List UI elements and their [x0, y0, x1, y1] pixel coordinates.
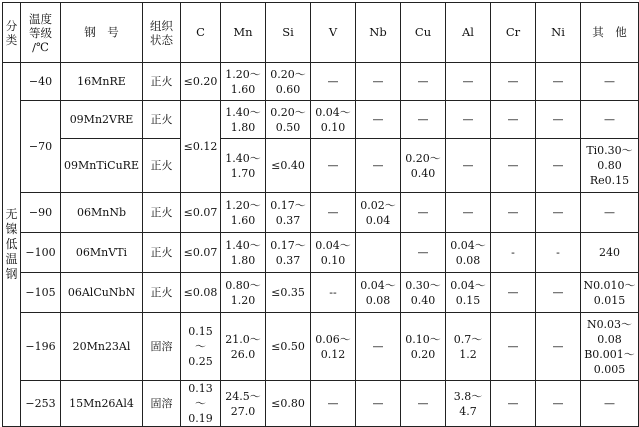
mn-cell: [221, 101, 266, 139]
value: 1.40～: [225, 151, 261, 165]
header-state: [143, 3, 181, 63]
al-cell: [446, 273, 491, 313]
value: 1.20～: [225, 67, 261, 81]
value: —: [417, 397, 429, 410]
value: 0.02～: [360, 198, 396, 212]
al-cell: [446, 139, 491, 193]
grade-cell: 09MnTiCuRE: [61, 139, 143, 193]
ni-cell: [536, 193, 581, 233]
value: —: [604, 75, 615, 88]
cu-cell: [401, 313, 446, 381]
value: —: [372, 397, 384, 410]
v-cell: [311, 63, 356, 101]
value: 0.08: [365, 293, 391, 307]
value: Ti0.30～: [586, 144, 633, 157]
value: 0.50: [275, 120, 301, 134]
ni-cell: [536, 233, 581, 273]
value: —: [507, 159, 519, 172]
value: 0.20～: [405, 151, 441, 165]
value: —: [507, 75, 519, 88]
header-v: V: [311, 3, 356, 63]
value: 0.005: [593, 362, 626, 376]
header-category: 分类: [3, 3, 21, 63]
header-si: Si: [266, 3, 311, 63]
state-cell: 固溶: [143, 381, 181, 427]
c-cell: [181, 381, 221, 427]
value: 0.17～: [270, 198, 306, 212]
nb-cell: [356, 273, 401, 313]
ni-cell: [536, 139, 581, 193]
value: —: [552, 340, 564, 353]
value: 0.80～: [225, 278, 261, 292]
state-cell: 正火: [143, 273, 181, 313]
al-cell: [446, 193, 491, 233]
si-cell: [266, 233, 311, 273]
value: N0.010～: [583, 278, 636, 292]
value: 0.04～: [315, 238, 351, 252]
header-c: C: [181, 3, 221, 63]
value: 1.2: [459, 347, 477, 361]
header-cr: Cr: [491, 3, 536, 63]
value: 0.15: [455, 293, 481, 307]
value: —: [507, 397, 519, 410]
value: 0.15～: [188, 325, 213, 353]
state-cell: 固溶: [143, 313, 181, 381]
nb-cell: [356, 381, 401, 427]
value: 0.04～: [360, 278, 396, 292]
value: —: [507, 286, 519, 299]
mn-cell: [221, 313, 266, 381]
ni-cell: [536, 101, 581, 139]
cr-cell: [491, 273, 536, 313]
value: 0.13～: [188, 382, 213, 410]
al-cell: [446, 233, 491, 273]
header-temp-line: /℃: [32, 39, 49, 54]
other-cell: [581, 273, 639, 313]
header-state-line: 组织: [150, 18, 173, 33]
grade-cell: 16MnRE: [61, 63, 143, 101]
value: 0.08: [455, 253, 481, 267]
value: —: [552, 75, 564, 88]
v-cell: [311, 139, 356, 193]
grade-cell: 20Mn23Al: [61, 313, 143, 381]
si-cell: [266, 381, 311, 427]
cr-cell: [491, 233, 536, 273]
value: —: [327, 206, 339, 219]
value: ≤0.35: [271, 286, 305, 299]
nb-cell: [356, 139, 401, 193]
value: 0.80: [597, 159, 622, 172]
ni-cell: [536, 313, 581, 381]
table-row: [3, 63, 639, 101]
table-row: [3, 233, 639, 273]
mn-cell: [221, 139, 266, 193]
value: —: [372, 340, 384, 353]
al-cell: [446, 313, 491, 381]
value: —: [417, 206, 429, 219]
value: --: [329, 286, 337, 299]
value: 24.5～: [225, 389, 261, 403]
value: —: [604, 397, 615, 410]
ni-cell: [536, 273, 581, 313]
temp-cell: −70: [21, 101, 61, 193]
c-cell: [181, 193, 221, 233]
header-grade: 钢 号: [61, 3, 143, 63]
value: 1.80: [230, 120, 256, 134]
category-char: 低: [5, 237, 18, 251]
value: -: [556, 246, 560, 259]
ni-cell: [536, 63, 581, 101]
temp-cell: −253: [21, 381, 61, 427]
temp-cell: −100: [21, 233, 61, 273]
other-cell: [581, 381, 639, 427]
value: 0.20～: [270, 105, 306, 119]
value: 0.60: [275, 82, 301, 96]
value: ≤0.50: [271, 340, 305, 353]
temp-cell: −105: [21, 273, 61, 313]
value: 0.015: [593, 293, 626, 307]
c-cell: [181, 63, 221, 101]
v-cell: [311, 313, 356, 381]
v-cell: [311, 233, 356, 273]
value: 0.10: [320, 253, 346, 267]
state-cell: 正火: [143, 63, 181, 101]
value: 0.04～: [450, 238, 486, 252]
header-row: [3, 3, 639, 63]
si-cell: [266, 313, 311, 381]
value: —: [327, 75, 339, 88]
value: —: [372, 113, 384, 126]
value: —: [552, 159, 564, 172]
value: —: [327, 159, 339, 172]
grade-cell: 09Mn2VRE: [61, 101, 143, 139]
value: 0.37: [275, 253, 301, 267]
value: —: [417, 246, 429, 259]
grade-cell: 06AlCuNbN: [61, 273, 143, 313]
value: 27.0: [230, 404, 256, 418]
si-cell: [266, 193, 311, 233]
nb-cell: [356, 313, 401, 381]
grade-cell: 15Mn26Al4: [61, 381, 143, 427]
grade-cell: 06MnVTi: [61, 233, 143, 273]
value: 0.37: [275, 213, 301, 227]
cu-cell: [401, 63, 446, 101]
value: 0.04: [365, 213, 391, 227]
value: 0.20～: [270, 67, 306, 81]
cu-cell: [401, 139, 446, 193]
header-al: Al: [446, 3, 491, 63]
v-cell: [311, 273, 356, 313]
header-nb: Nb: [356, 3, 401, 63]
cr-cell: [491, 63, 536, 101]
cu-cell: [401, 273, 446, 313]
cu-cell: [401, 101, 446, 139]
cr-cell: [491, 193, 536, 233]
c-cell: [181, 273, 221, 313]
value: 0.04～: [450, 278, 486, 292]
value: —: [507, 206, 519, 219]
value: 0.19: [188, 412, 213, 425]
al-cell: [446, 101, 491, 139]
value: 0.10～: [405, 332, 441, 346]
value: —: [372, 159, 384, 172]
value: 0.40: [410, 166, 436, 180]
other-cell: [581, 63, 639, 101]
mn-cell: [221, 193, 266, 233]
cu-cell: [401, 193, 446, 233]
table-row: [3, 273, 639, 313]
header-temp: [21, 3, 61, 63]
nb-cell: [356, 101, 401, 139]
mn-cell: [221, 233, 266, 273]
value: —: [552, 397, 564, 410]
value: 4.7: [459, 404, 477, 418]
header-cu: Cu: [401, 3, 446, 63]
c-cell: [181, 233, 221, 273]
value: 0.10: [320, 120, 346, 134]
cr-cell: [491, 313, 536, 381]
grade-cell: 06MnNb: [61, 193, 143, 233]
table-row: [3, 193, 639, 233]
value: 1.80: [230, 253, 256, 267]
value: 0.40: [410, 293, 436, 307]
header-ni: Ni: [536, 3, 581, 63]
value: 0.7～: [453, 332, 483, 346]
value: 0.04～: [315, 105, 351, 119]
v-cell: [311, 381, 356, 427]
c-cell: [181, 313, 221, 381]
value: —: [507, 113, 519, 126]
c-cell: [181, 101, 221, 193]
value: -: [511, 246, 515, 259]
category-char: 无: [5, 207, 18, 221]
value: ≤0.40: [271, 159, 305, 172]
other-cell: [581, 313, 639, 381]
value: 0.20: [410, 347, 436, 361]
v-cell: [311, 101, 356, 139]
value: 0.12: [320, 347, 346, 361]
temp-cell: −40: [21, 63, 61, 101]
mn-cell: [221, 381, 266, 427]
cu-cell: [401, 233, 446, 273]
value: ≤0.07: [183, 206, 218, 219]
value: —: [552, 286, 564, 299]
value: —: [462, 206, 474, 219]
table-row: [3, 313, 639, 381]
value: —: [604, 206, 615, 219]
mn-cell: [221, 273, 266, 313]
cr-cell: [491, 381, 536, 427]
table-row: [3, 381, 639, 427]
cu-cell: [401, 381, 446, 427]
value: —: [462, 113, 474, 126]
value: ≤0.08: [183, 286, 218, 299]
nb-cell: [356, 233, 401, 273]
si-cell: [266, 101, 311, 139]
value: 240: [599, 246, 620, 259]
cr-cell: [491, 101, 536, 139]
other-cell: [581, 233, 639, 273]
nb-cell: [356, 63, 401, 101]
value: —: [604, 113, 615, 126]
value: —: [327, 397, 339, 410]
value: 21.0～: [225, 332, 261, 346]
state-cell: 正火: [143, 233, 181, 273]
value: —: [552, 113, 564, 126]
value: 1.20: [230, 293, 256, 307]
temp-cell: −196: [21, 313, 61, 381]
category-char: 镍: [5, 222, 18, 236]
other-cell: [581, 193, 639, 233]
cr-cell: [491, 139, 536, 193]
category-char: 钢: [5, 267, 18, 281]
al-cell: [446, 381, 491, 427]
value: —: [417, 113, 429, 126]
si-cell: [266, 273, 311, 313]
si-cell: [266, 139, 311, 193]
ni-cell: [536, 381, 581, 427]
category-cell: [3, 63, 21, 427]
value: 0.06～: [315, 332, 351, 346]
value: ≤0.80: [271, 397, 305, 410]
state-cell: 正火: [143, 193, 181, 233]
value: —: [462, 159, 474, 172]
category-char: 温: [5, 252, 18, 266]
value: N0.03～: [586, 317, 633, 331]
mn-cell: [221, 63, 266, 101]
value: 0.08: [597, 332, 622, 346]
value: ≤0.07: [183, 246, 218, 259]
other-cell: [581, 101, 639, 139]
value: Re0.15: [589, 174, 630, 187]
header-state-line: 状态: [150, 32, 173, 47]
value: 1.60: [230, 82, 256, 96]
value: 0.17～: [270, 238, 306, 252]
value: —: [417, 75, 429, 88]
value: —: [552, 206, 564, 219]
table-row: [3, 139, 639, 193]
value: 0.30～: [405, 278, 441, 292]
header-temp-line: 等级: [29, 25, 52, 40]
value: ≤0.20: [183, 75, 218, 88]
value: 1.40～: [225, 238, 261, 252]
value: 1.40～: [225, 105, 261, 119]
value: —: [372, 75, 384, 88]
value: 1.70: [230, 166, 256, 180]
header-temp-line: 温度: [29, 11, 52, 26]
si-cell: [266, 63, 311, 101]
value: 3.8～: [453, 389, 483, 403]
value: 1.60: [230, 213, 256, 227]
value: 1.20～: [225, 198, 261, 212]
al-cell: [446, 63, 491, 101]
value: ≤0.12: [183, 140, 218, 153]
value: 0.25: [188, 355, 213, 368]
table-row: [3, 101, 639, 139]
value: 26.0: [230, 347, 256, 361]
header-mn: Mn: [221, 3, 266, 63]
nb-cell: [356, 193, 401, 233]
other-cell: [581, 139, 639, 193]
value: —: [462, 75, 474, 88]
state-cell: 正火: [143, 101, 181, 139]
value: B0.001～: [584, 347, 635, 361]
steel-composition-table: [2, 2, 639, 427]
v-cell: [311, 193, 356, 233]
state-cell: 正火: [143, 139, 181, 193]
header-other: 其 他: [581, 3, 639, 63]
value: —: [507, 340, 519, 353]
temp-cell: −90: [21, 193, 61, 233]
